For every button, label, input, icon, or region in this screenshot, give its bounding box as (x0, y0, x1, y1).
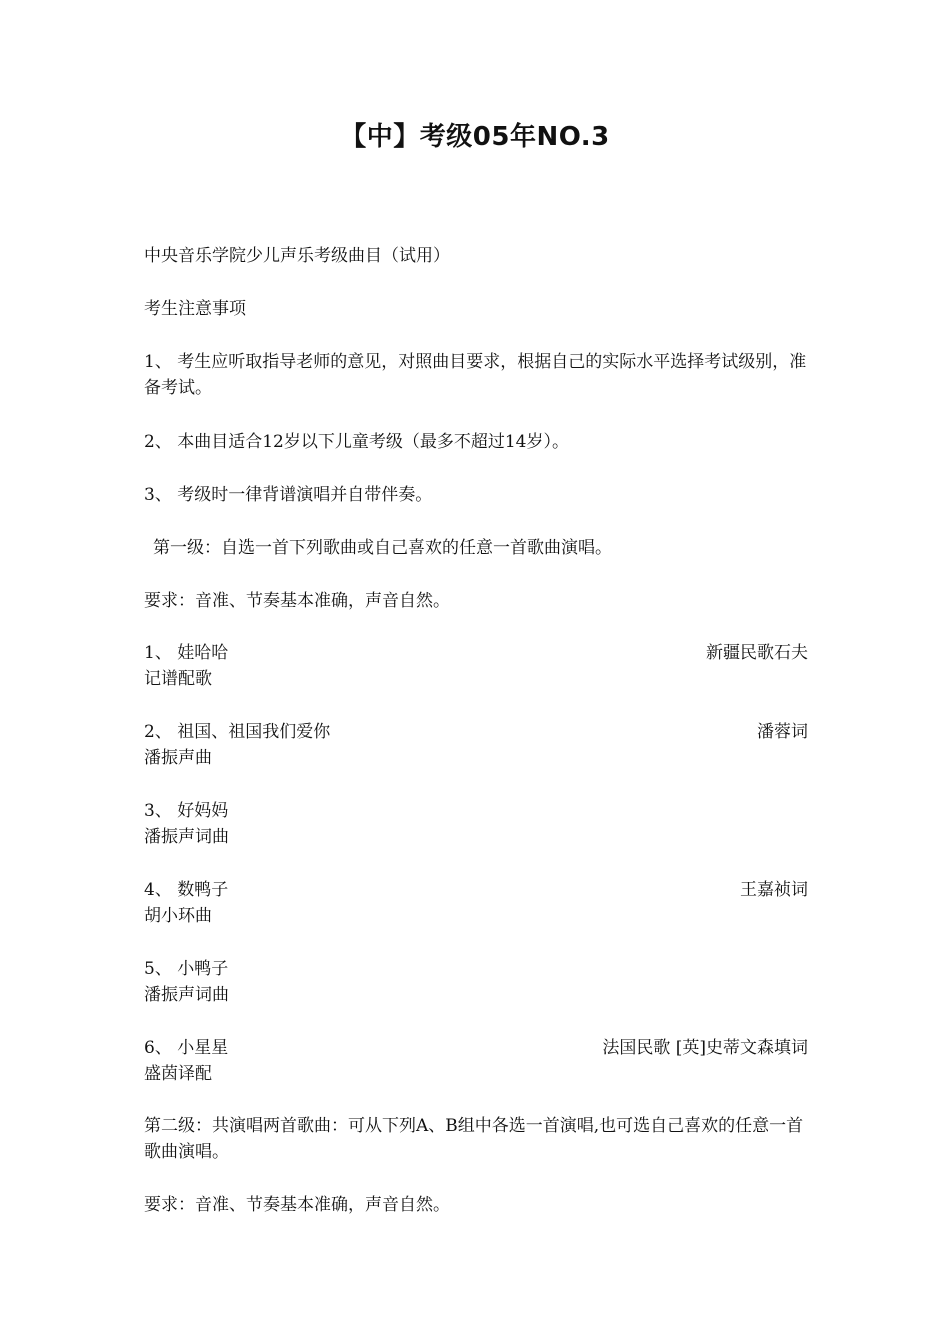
song-credit: 新疆民歌石夫 (706, 643, 808, 663)
song-title: 2、 祖国、祖国我们爱你 (144, 722, 331, 742)
song-credit-continued: 胡小环曲 (144, 906, 212, 926)
song-credit: 法国民歌 [英]史蒂文森填词 (602, 1038, 808, 1058)
song-title: 6、 小星星 (144, 1038, 229, 1058)
song-credit-continued: 盛茵译配 (144, 1064, 212, 1084)
song-title: 3、 好妈妈 (144, 801, 229, 821)
notice-title: 考生注意事项 (144, 299, 246, 319)
song-credit-continued: 潘振声词曲 (144, 985, 229, 1005)
song-title: 4、 数鸭子 (144, 880, 229, 900)
level1-requirement: 要求：音准、节奏基本准确，声音自然。 (144, 591, 450, 611)
song-item (144, 798, 808, 824)
song-item (144, 719, 808, 745)
notice-item-1: 1、 考生应听取指导老师的意见，对照曲目要求，根据自己的实际水平选择考试级别，准备考试。 (144, 352, 807, 398)
song-credit: 王嘉祯词 (740, 880, 808, 900)
song-credit-continued: 潘振声曲 (144, 748, 212, 768)
song-item (144, 956, 808, 982)
song-item (144, 877, 808, 903)
level1-intro: 第一级：自选一首下列歌曲或自己喜欢的任意一首歌曲演唱。 (153, 538, 612, 558)
song-title: 1、 娃哈哈 (144, 643, 229, 663)
song-title: 5、 小鸭子 (144, 959, 229, 979)
exam-heading: 中央音乐学院少儿声乐考级曲目（试用） (144, 246, 450, 266)
notice-item-3: 3、 考级时一律背谱演唱并自带伴奏。 (144, 485, 433, 505)
document-title: 【中】考级05年NO.3 (340, 122, 610, 152)
song-credit-continued: 潘振声词曲 (144, 827, 229, 847)
level2-intro: 第二级：共演唱两首歌曲：可从下列A、B组中各选一首演唱,也可选自己喜欢的任意一首歌曲演唱。 (144, 1116, 804, 1162)
song-item (144, 640, 808, 666)
notice-item-2: 2、 本曲目适合12岁以下儿童考级（最多不超过14岁）。 (144, 432, 569, 452)
song-item (144, 1035, 808, 1061)
level2-requirement: 要求：音准、节奏基本准确，声音自然。 (144, 1195, 450, 1215)
song-credit-continued: 记谱配歌 (144, 669, 212, 689)
song-credit: 潘蓉词 (757, 722, 808, 742)
